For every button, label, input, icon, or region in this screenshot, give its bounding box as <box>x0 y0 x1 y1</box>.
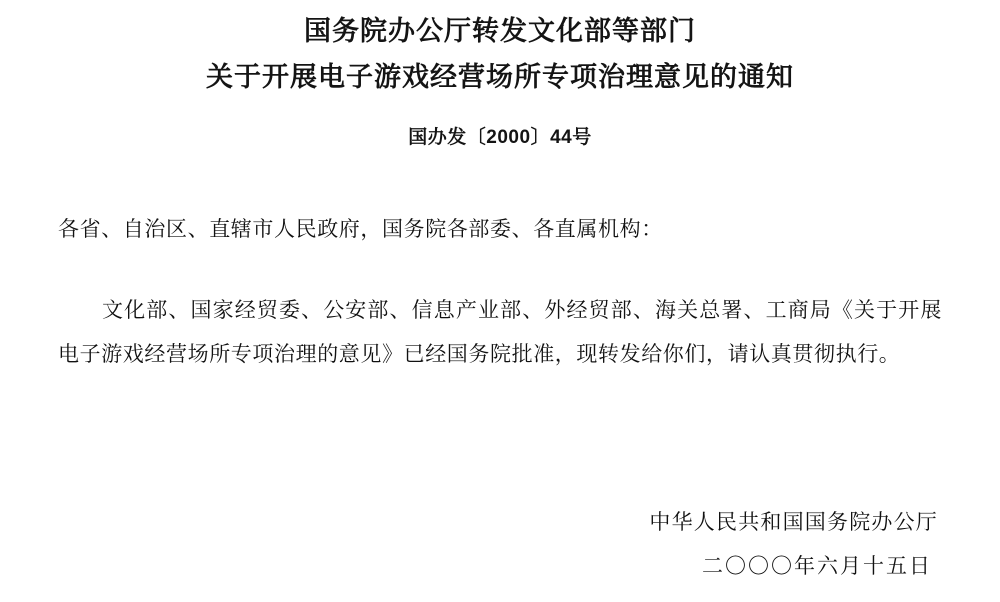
document-title-block <box>0 0 1000 152</box>
document-paragraph-1: 文化部、国家经贸委、公安部、信息产业部、外经贸部、海关总署、工商局《关于开展电子游戏经营场所专项治理的意见》已经国务院批准，现转发给你们，请认真贯彻执行。 <box>58 298 942 366</box>
document-number: 国办发〔2000〕44号 <box>408 127 592 148</box>
document-title-line-2: 关于开展电子游戏经营场所专项治理意见的通知 <box>206 62 794 92</box>
document-salutation: 各省、自治区、直辖市人民政府，国务院各部委、各直属机构： <box>58 217 663 241</box>
signature-date: 二〇〇〇年六月十五日 <box>702 554 932 578</box>
signature-issuer: 中华人民共和国国务院办公厅 <box>649 510 938 534</box>
document-title-line-1: 国务院办公厅转发文化部等部门 <box>304 16 696 46</box>
document-signature-block <box>649 500 938 588</box>
document-body <box>0 212 1000 376</box>
